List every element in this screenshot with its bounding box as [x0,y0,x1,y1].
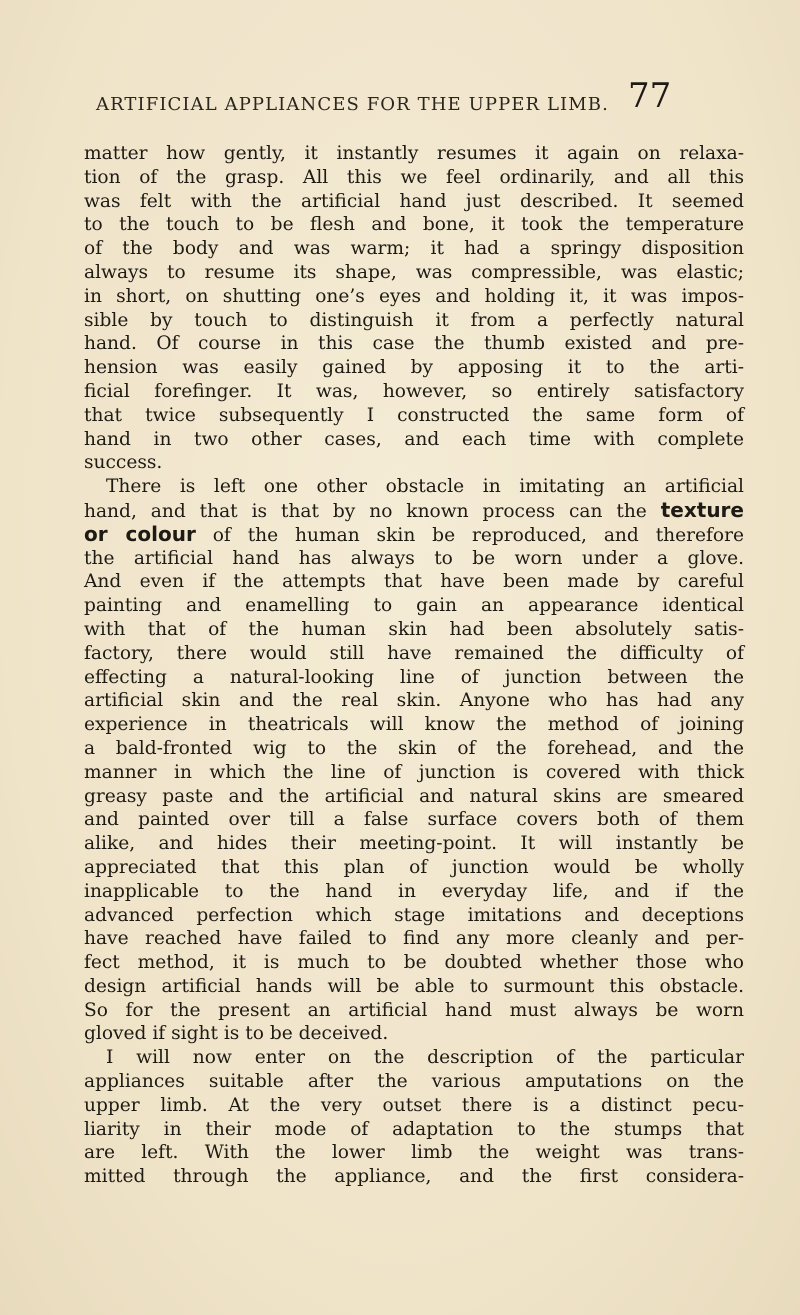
text-line [84,880,744,904]
line-text: inapplicable to the hand in everyday life, and if the [84,880,744,902]
line-text: are left. With the lower limb the weight was trans- [84,1142,744,1164]
text-line [84,594,744,618]
text-line [84,975,744,999]
line-text: hand. Of course in this case the thumb existed and pre- [84,333,744,355]
text-line [84,190,744,214]
line-text: a bald-fronted wig to the skin of the forehead, and the [84,737,744,759]
text-line [84,904,744,928]
text-line [84,618,744,642]
text-line [84,570,744,594]
text-line [84,356,744,380]
line-text: to the touch to be flesh and bone, it took the temperature [84,214,744,236]
line-text: in short, on shutting one’s eyes and holding it, it was impos- [84,285,744,307]
text-line [84,951,744,975]
text-line [84,1070,744,1094]
line-text: the artificial hand has always to be worn under a glove. [84,547,744,569]
text-line [84,927,744,951]
line-text: have reached have failed to find any more cleanly and per- [84,928,744,950]
running-head [96,76,716,128]
text-line [84,689,744,713]
text-line [84,404,744,428]
line-text: alike, and hides their meeting-point. It will instantly be [84,833,744,855]
text-line [84,1165,744,1189]
text-line [84,785,744,809]
text-line [84,713,744,737]
text-line [84,666,744,690]
line-text: liarity in their mode of adaptation to the stumps that [84,1118,744,1140]
line-text: greasy paste and the artificial and natural skins are smeared [84,785,744,807]
line-text: experience in theatricals will know the method of joining [84,714,744,736]
emphasis-text: or colour [84,521,196,546]
body-text [84,142,744,1189]
line-text: effecting a natural-looking line of junction between the [84,666,744,688]
text-line [84,213,744,237]
text-line [84,237,744,261]
text-line [84,1094,744,1118]
line-text: gloved if sight is to be deceived. [84,1023,389,1045]
text-line [84,1118,744,1142]
line-text: appliances suitable after the various amputations on the [84,1071,744,1093]
line-text: manner in which the line of junction is covered with thick [84,761,744,783]
line-text: was felt with the artificial hand just described. It seemed [84,190,744,212]
text-line [84,261,744,285]
line-text: ficial forefinger. It was, however, so entirely satisfactory [84,380,744,402]
text-line [84,999,744,1023]
line-text: mitted through the appliance, and the first considera- [84,1166,744,1188]
text-line [84,380,744,404]
text-line [84,1046,744,1070]
text-line [84,166,744,190]
line-text: always to resume its shape, was compressible, was elastic; [84,261,744,283]
line-text: with that of the human skin had been absolutely satis- [84,618,744,640]
emphasis-text: texture [660,497,744,522]
text-line [84,761,744,785]
text-line [84,285,744,309]
text-line [84,309,744,333]
text-line [84,428,744,452]
line-text: upper limb. At the very outset there is a distinct pecu- [84,1094,744,1116]
line-text: design artificial hands will be able to surmount this obstacle. [84,975,744,997]
line-text: appreciated that this plan of junction would be wholly [84,856,744,878]
line-text: tion of the grasp. All this we feel ordinarily, and all this [84,166,744,188]
line-text: artificial skin and the real skin. Anyone who has had any [84,690,744,712]
line-text: And even if the attempts that have been made by careful [84,571,744,593]
line-text: fect method, it is much to be doubted whether those who [84,952,744,974]
line-text: factory, there would still have remained the difficulty of [84,642,744,664]
line-text: painting and enamelling to gain an appearance identical [84,595,744,617]
text-line [84,737,744,761]
line-text: So for the present an artificial hand must always be worn [84,999,744,1021]
text-line [84,1022,744,1046]
text-line [84,142,744,166]
line-text: I will now enter on the description of the particular [106,1047,744,1069]
line-text: There is left one other obstacle in imitating an artificial [106,476,744,498]
line-text: of the human skin be reproduced, and therefore [195,524,744,546]
page-number: 77 [628,76,672,116]
text-line [84,332,744,356]
text-line [84,475,744,499]
running-title: ARTIFICIAL APPLIANCES FOR THE UPPER LIMB. [96,94,609,115]
text-line [84,547,744,571]
line-text: advanced perfection which stage imitations and deceptions [84,904,744,926]
line-text: and painted over till a false surface covers both of them [84,809,744,831]
text-line [84,451,744,475]
line-text: of the body and was warm; it had a springy disposition [84,238,744,260]
text-line [84,642,744,666]
line-text: hension was easily gained by apposing it to the arti- [84,357,744,379]
line-text: hand in two other cases, and each time with complete [84,428,744,450]
text-line [84,856,744,880]
line-text: hand, and that is that by no known process can the [84,500,647,522]
text-line [84,832,744,856]
text-line [84,499,744,523]
line-text: matter how gently, it instantly resumes it again on relaxa- [84,143,744,164]
line-text: success. [84,452,163,474]
text-line [84,523,744,547]
text-line [84,808,744,832]
line-text: that twice subsequently I constructed the same form of [84,404,744,426]
text-line [84,1141,744,1165]
line-text: sible by touch to distinguish it from a perfectly natural [84,309,744,331]
